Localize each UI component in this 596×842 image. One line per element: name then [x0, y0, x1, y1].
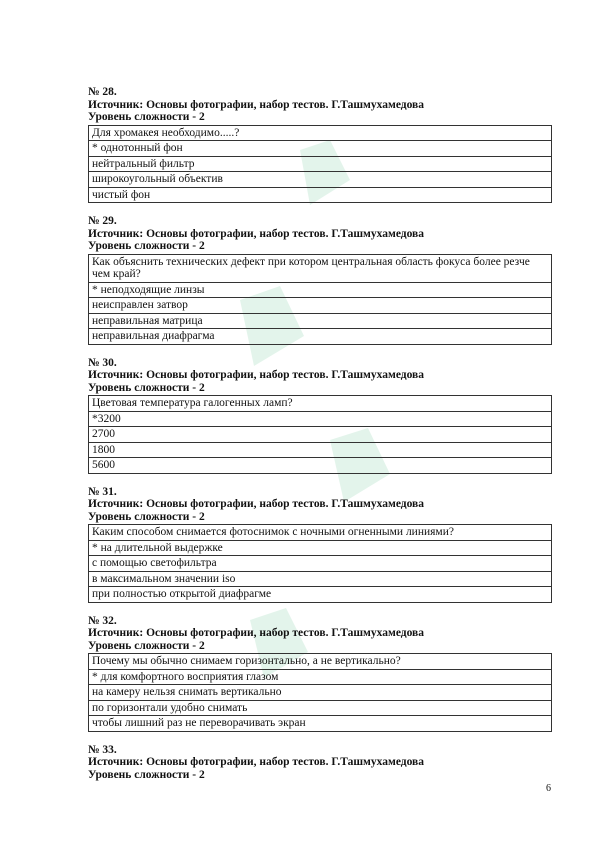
answer-option: чтобы лишний раз не переворачивать экран: [89, 716, 552, 732]
question-table: [88, 524, 552, 603]
question-number: № 30.: [88, 356, 117, 369]
answer-option: * для комфортного восприятия глазом: [89, 669, 552, 685]
question-block: [88, 615, 552, 732]
answer-option: по горизонтали удобно снимать: [89, 700, 552, 716]
question-table: [88, 395, 552, 474]
table-row: [89, 556, 552, 572]
question-source: Источник: Основы фотографии, набор тестов. Г.Ташмухамедова: [88, 98, 425, 111]
question-text: Как объяснить технических дефект при котором центральная область фокуса более резче чем край?: [89, 254, 552, 282]
question-source: Источник: Основы фотографии, набор тестов. Г.Ташмухамедова: [88, 369, 425, 381]
table-row: [89, 442, 552, 458]
question-source: Источник: Основы фотографии, набор тестов. Г.Ташмухамедова: [88, 227, 425, 240]
question-source: Источник: Основы фотографии, набор тестов. Г.Ташмухамедова: [88, 627, 425, 639]
question-text: Для хромакея необходимо.....?: [89, 125, 552, 141]
table-row: [89, 669, 552, 685]
table-row: [89, 427, 552, 443]
answer-option: в максимальном значении iso: [89, 571, 552, 587]
table-row: [89, 156, 552, 172]
answer-option: широкоугольный объектив: [89, 172, 552, 188]
question-source: Источник: Основы фотографии, набор тестов. Г.Ташмухамедова: [88, 756, 425, 768]
page-number: 6: [546, 783, 551, 794]
question-number: № 29.: [88, 215, 117, 227]
question-number: № 28.: [88, 86, 117, 98]
answer-option: с помощью светофильтра: [89, 556, 552, 572]
answer-option: чистый фон: [89, 187, 552, 203]
answer-option: 5600: [89, 458, 552, 474]
table-row: [89, 587, 552, 603]
answer-option: нейтральный фильтр: [89, 156, 552, 172]
document-page: [88, 86, 552, 793]
question-level: Уровень сложности - 2: [88, 639, 205, 652]
question-text: Каким способом снимается фотоснимок с ночными огненными линиями?: [89, 525, 552, 541]
table-row: [89, 254, 552, 282]
table-row: [89, 654, 552, 670]
question-level: Уровень сложности - 2: [88, 240, 205, 252]
table-row: [89, 172, 552, 188]
table-row: [89, 329, 552, 345]
answer-option: *3200: [89, 411, 552, 427]
question-table: [88, 254, 552, 345]
question-level: Уровень сложности - 2: [88, 381, 205, 394]
answer-option: при полностью открытой диафрагме: [89, 587, 552, 603]
question-level: Уровень сложности - 2: [88, 768, 205, 781]
question-text: Почему мы обычно снимаем горизонтально, а не вертикально?: [89, 654, 552, 670]
question-block: [88, 357, 552, 474]
table-row: [89, 685, 552, 701]
answer-option: неисправлен затвор: [89, 298, 552, 314]
table-row: [89, 700, 552, 716]
answer-option: неправильная матрица: [89, 313, 552, 329]
table-row: [89, 571, 552, 587]
table-row: [89, 525, 552, 541]
question-block: [88, 86, 552, 203]
table-row: [89, 313, 552, 329]
table-row: [89, 716, 552, 732]
table-row: [89, 298, 552, 314]
table-row: [89, 411, 552, 427]
table-row: [89, 458, 552, 474]
table-row: [89, 282, 552, 298]
answer-option: * однотонный фон: [89, 141, 552, 157]
question-block: [88, 744, 552, 782]
question-text: Цветовая температура галогенных ламп?: [89, 396, 552, 412]
question-number: № 33.: [88, 743, 117, 756]
answer-option: * на длительной выдержке: [89, 540, 552, 556]
question-level: Уровень сложности - 2: [88, 111, 205, 123]
table-row: [89, 396, 552, 412]
answer-option: 1800: [89, 442, 552, 458]
answer-option: 2700: [89, 427, 552, 443]
table-row: [89, 125, 552, 141]
question-table: [88, 653, 552, 732]
question-table: [88, 125, 552, 204]
question-block: [88, 486, 552, 603]
table-row: [89, 540, 552, 556]
question-number: № 32.: [88, 614, 117, 627]
answer-option: неправильная диафрагма: [89, 329, 552, 345]
question-source: Источник: Основы фотографии, набор тестов. Г.Ташмухамедова: [88, 498, 425, 510]
question-block: [88, 215, 552, 345]
question-number: № 31.: [88, 485, 117, 498]
answer-option: на камеру нельзя снимать вертикально: [89, 685, 552, 701]
answer-option: * неподходящие линзы: [89, 282, 552, 298]
question-level: Уровень сложности - 2: [88, 510, 205, 523]
table-row: [89, 141, 552, 157]
table-row: [89, 187, 552, 203]
